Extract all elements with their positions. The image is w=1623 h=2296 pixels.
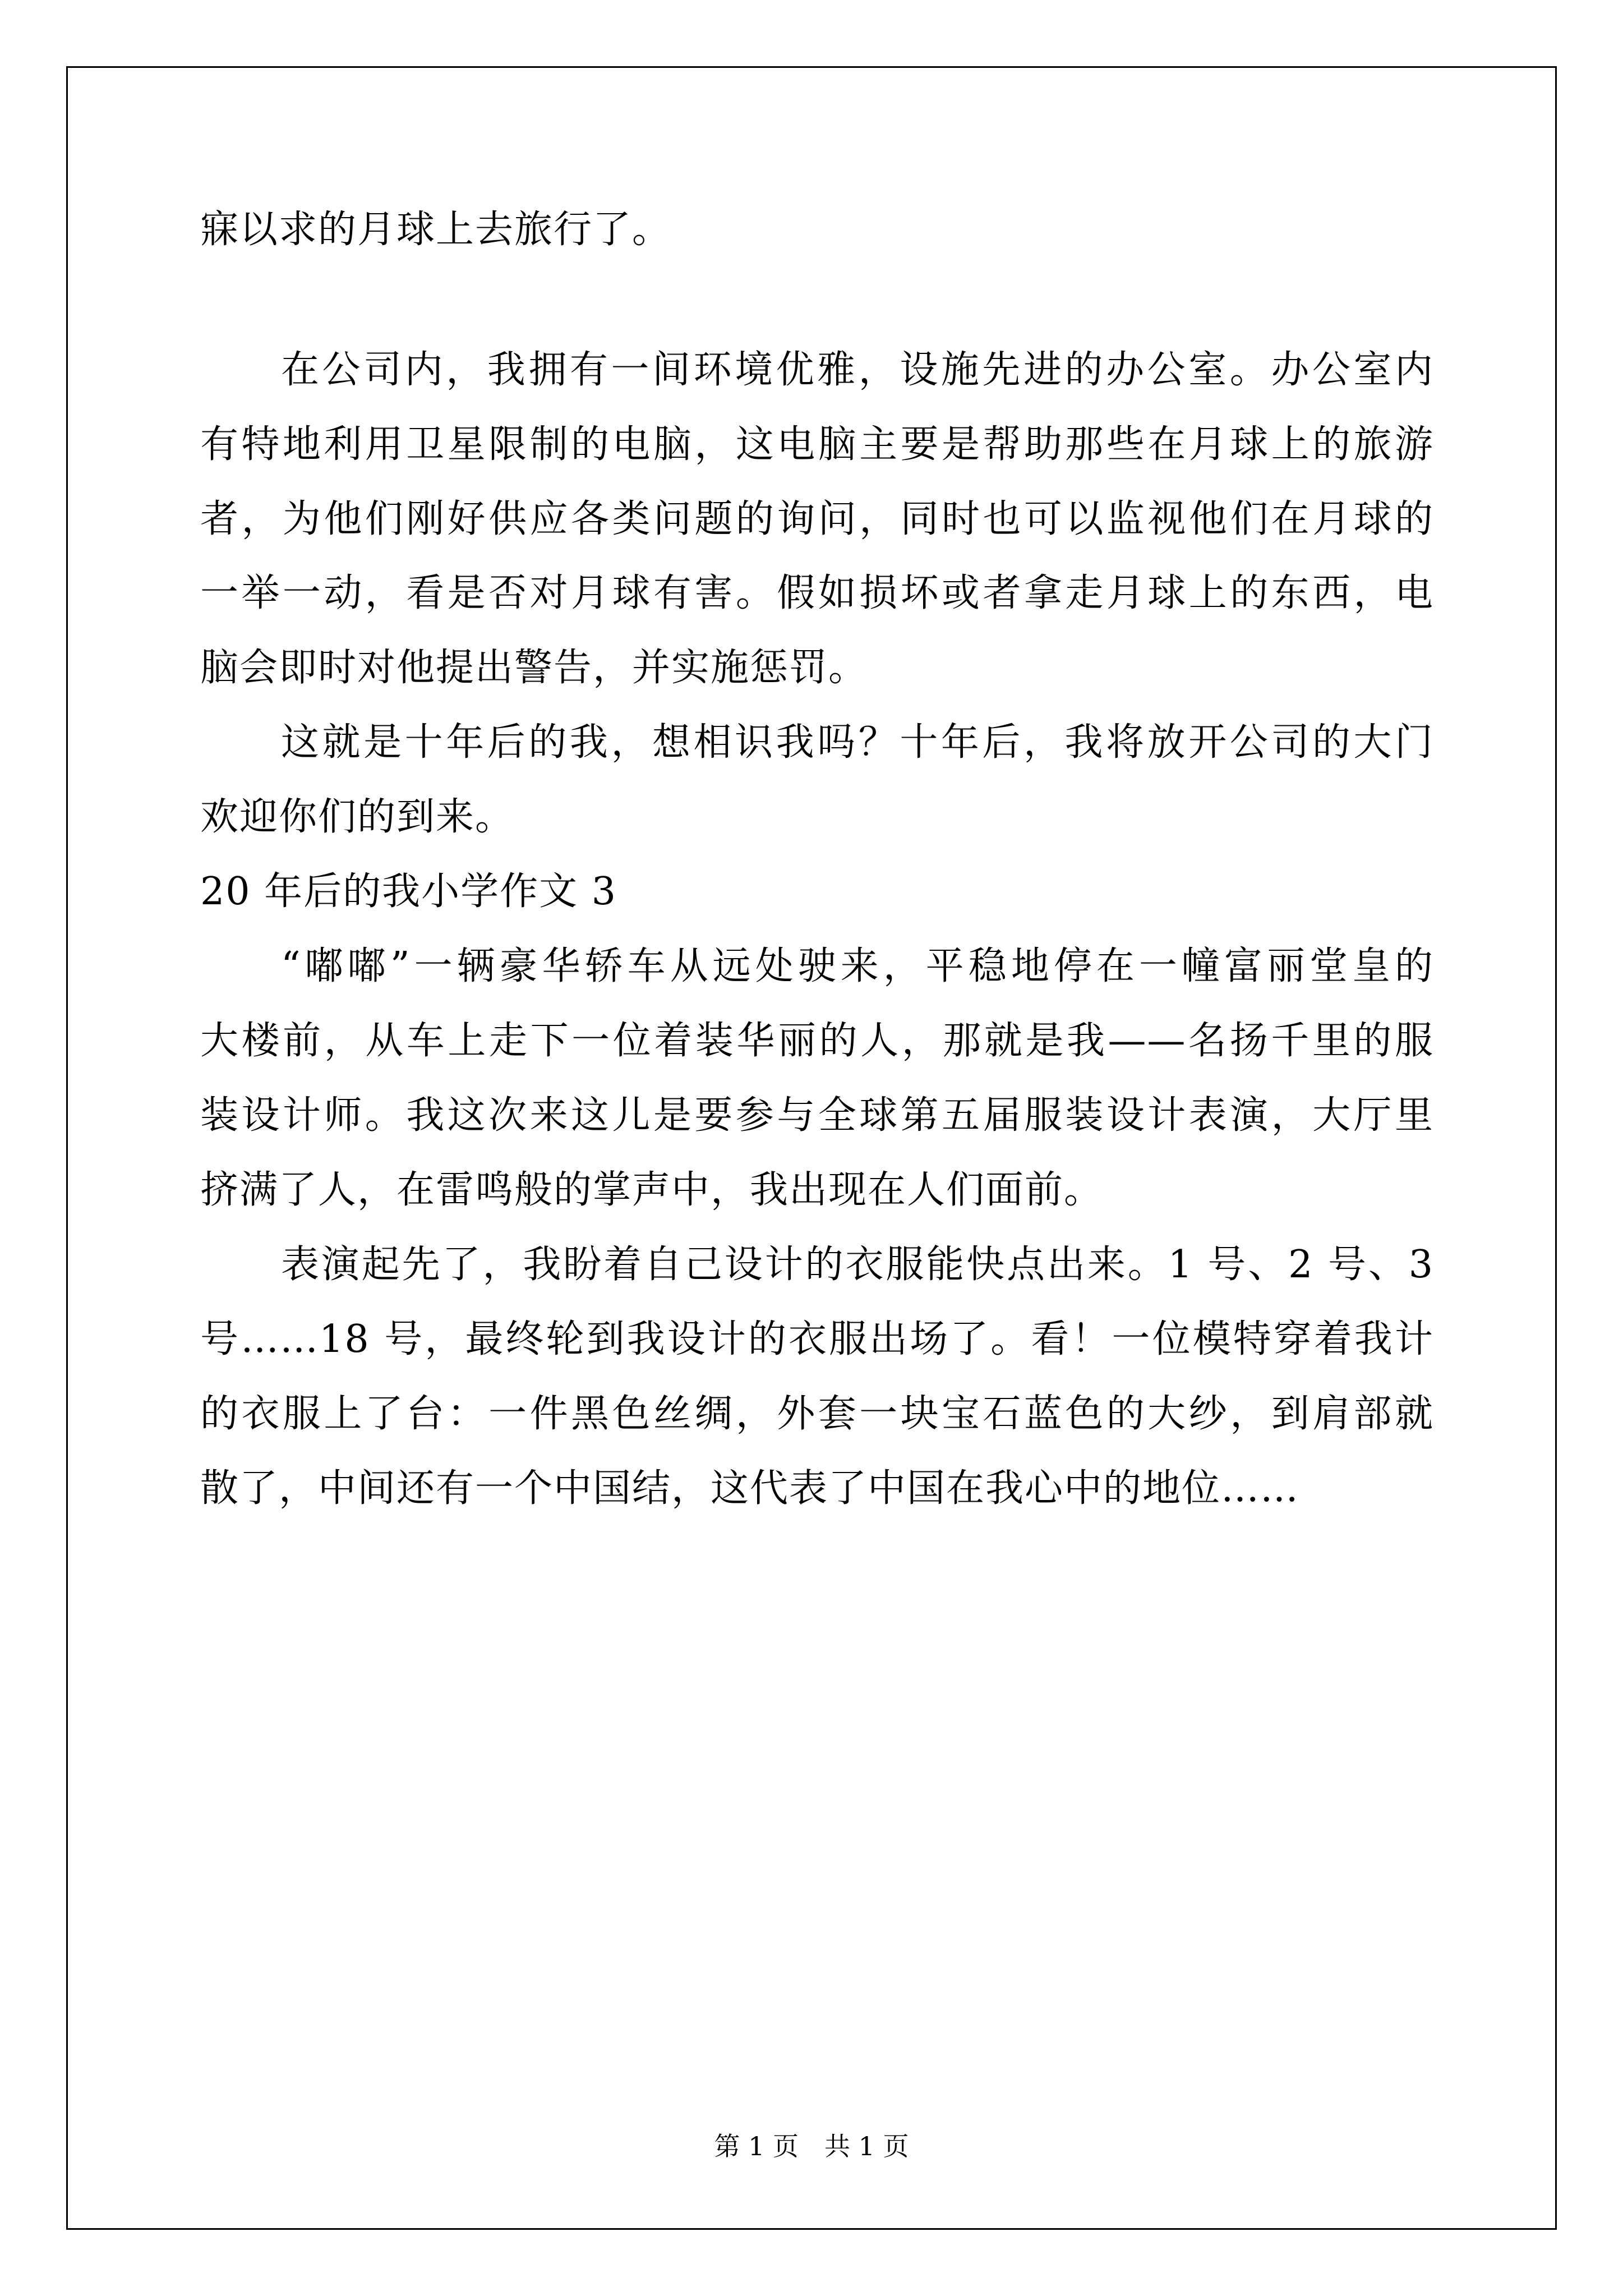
text-line: 号……18 号，最终轮到我设计的衣服出场了。看！一位模特穿着我计 bbox=[200, 1317, 1434, 1361]
text-line: 挤满了人，在雷鸣般的掌声中，我出现在人们面前。 bbox=[200, 1168, 1104, 1212]
text-line: 有特地利用卫星限制的电脑，这电脑主要是帮助那些在月球上的旅游 bbox=[200, 422, 1434, 467]
text-line: 者，为他们刚好供应各类问题的询问，同时也可以监视他们在月球的 bbox=[200, 497, 1434, 541]
text-line: 欢迎你们的到来。 bbox=[200, 795, 515, 839]
text-line: 在公司内，我拥有一间环境优雅，设施先进的办公室。办公室内 bbox=[281, 348, 1434, 392]
text-line: 大楼前，从车上走下一位着装华丽的人，那就是我——名扬千里的服 bbox=[200, 1019, 1434, 1063]
text-line: 脑会即时对他提出警告，并实施惩罚。 bbox=[200, 646, 868, 690]
page-footer: 第 1 页 共 1 页 bbox=[714, 2131, 909, 2161]
text-line: 一举一动，看是否对月球有害。假如损坏或者拿走月球上的东西，电 bbox=[200, 571, 1434, 615]
text-line: “嘟嘟”一辆豪华轿车从远处驶来，平稳地停在一幢富丽堂皇的 bbox=[281, 944, 1434, 988]
text-line: 这就是十年后的我，想相识我吗？十年后，我将放开公司的大门 bbox=[281, 720, 1434, 765]
text-line: 表演起先了，我盼着自己设计的衣服能快点出来。1 号、2 号、3 bbox=[281, 1243, 1434, 1287]
text-line: 散了，中间还有一个中国结，这代表了中国在我心中的地位…… bbox=[200, 1466, 1300, 1511]
text-line: 装设计师。我这次来这儿是要参与全球第五届服装设计表演，大厅里 bbox=[200, 1093, 1434, 1138]
section-heading: 20 年后的我小学作文 3 bbox=[200, 869, 617, 914]
text-line: 的衣服上了台：一件黑色丝绸，外套一块宝石蓝色的大纱，到肩部就 bbox=[200, 1392, 1434, 1436]
text-line: 寐以求的月球上去旅行了。 bbox=[200, 208, 672, 252]
